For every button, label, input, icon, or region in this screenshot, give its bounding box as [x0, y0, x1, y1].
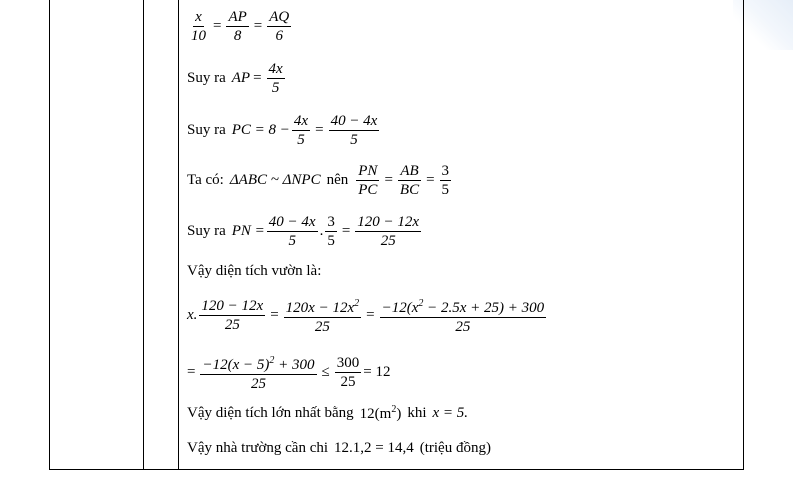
max-area-text: Vậy diện tích lớn nhất bằng $12(m^2)$ khi x = 5. — [187, 404, 469, 422]
fraction-120x-12x2-25: $\frac{120x - 12x^2}{25}$ — [284, 295, 361, 336]
fraction-ab-bc: $\frac{AB}{BC}$ — [399, 163, 420, 198]
fraction-4x-5: $\frac{4x}{5}$ — [268, 61, 283, 96]
fraction-quadratic-25: $\frac{-12(x^2 - 2.5x + 25) + 300}{25}$ — [380, 295, 547, 336]
equation-ratio: $\frac{x}{10}$ = $\frac{AP}{8}$ = $\frac{AQ}{6}$ — [191, 9, 290, 44]
fraction-300-25: $\frac{300}{25}$ — [336, 355, 360, 390]
fraction-aq-6: $\frac{AQ}{6}$ — [269, 9, 290, 44]
fraction-120-12x-25: $\frac{120 - 12x}{25}$ — [357, 214, 420, 249]
equation-pc: Suy ra PC = 8 − $\frac{4x}{5}$ = $\frac{40 - 4x}{5}$ — [187, 113, 378, 148]
fraction-40-4x-5: $\frac{40 - 4x}{5}$ — [330, 113, 378, 148]
fraction-120-12x-25: $\frac{120 - 12x}{25}$ — [201, 298, 264, 333]
column-divider-1 — [143, 0, 144, 469]
fraction-ap-8: $\frac{AP}{8}$ — [228, 9, 247, 44]
fraction-40-4x-5: $\frac{40 - 4x}{5}$ — [268, 214, 316, 249]
fraction-3-5: $\frac{3}{5}$ — [441, 163, 450, 198]
cost-text: Vậy nhà trường cần chi 12.1,2 = 14,4 (triệu đồng) — [187, 440, 491, 456]
fraction-completed-square: $\frac{-12(x - 5)^2 + 300}{25}$ — [200, 352, 316, 393]
equation-pn: Suy ra PN = $\frac{40 - 4x}{5}$ . $\frac{3}{5}$ = $\frac{120 - 12x}{25}$ — [187, 214, 420, 249]
equation-area: x. $\frac{120 - 12x}{25}$ = $\frac{120x - 12x^2}{25}$ = $\frac{-12(x^2 - 2.5x + 25) + 300}{25}$ — [187, 295, 548, 336]
fraction-3-5: $\frac{3}{5}$ — [327, 214, 335, 249]
area-intro-text: Vậy diện tích vườn là: — [187, 263, 322, 279]
fraction-pn-pc: $\frac{PN}{PC}$ — [358, 163, 378, 198]
fraction-4x-5: $\frac{4x}{5}$ — [293, 113, 309, 148]
column-divider-2 — [178, 0, 179, 469]
fraction-x-10: $\frac{x}{10}$ — [191, 9, 206, 44]
equation-similar-triangles: Ta có: ΔABC ~ ΔNPC nên $\frac{PN}{PC}$ = $\frac{AB}{BC}$ = $\frac{3}{5}$ — [187, 163, 450, 198]
equation-max: = $\frac{-12(x - 5)^2 + 300}{25}$ ≤ $\frac{300}{25}$ = 12 — [187, 352, 390, 393]
equation-ap: Suy ra AP = $\frac{4x}{5}$ — [187, 61, 283, 96]
